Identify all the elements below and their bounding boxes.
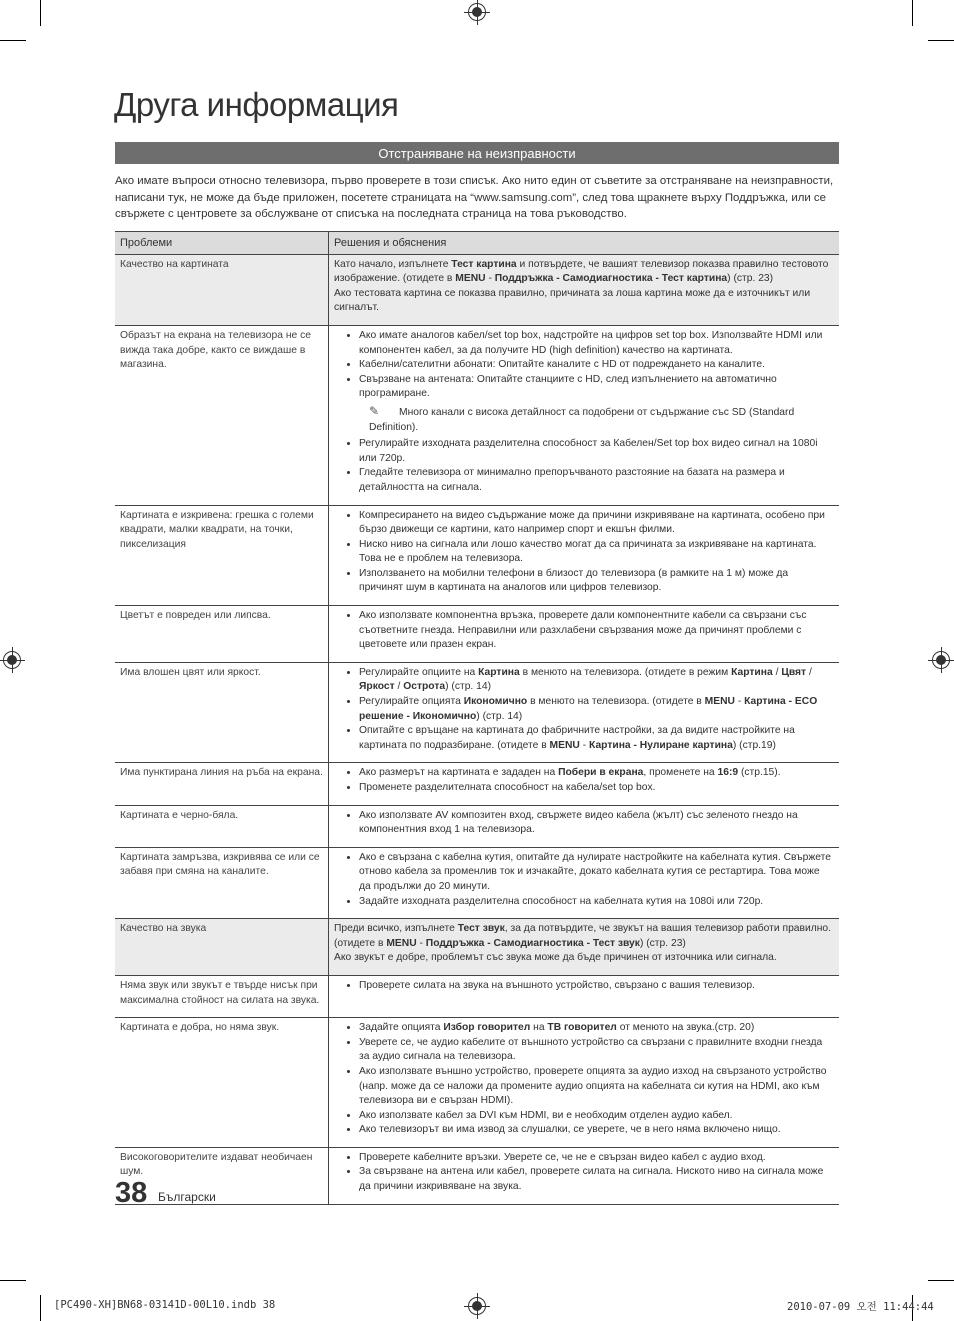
note: [359, 404, 834, 435]
table-row: [115, 847, 839, 918]
text-run: ) (стр. 14): [476, 710, 523, 722]
list-item: [359, 329, 834, 358]
text-run: Ако използвате компонентна връзка, проверете дали компонентните кабели са свързани със съответните гнезда. Неправилни или разхлабени свързвания може да причинят проблеми с цветовете или празен екран.: [359, 610, 807, 651]
page-number: 38: [115, 1177, 148, 1209]
problem-cell: Има пунктирана линия на ръба на екрана.: [115, 763, 329, 805]
text-run: ) (стр. 23): [639, 937, 686, 949]
bold-term: MENU: [549, 739, 580, 751]
solution-line: [334, 258, 834, 287]
list-item: [359, 781, 834, 796]
bold-term: Избор говорител: [443, 1022, 531, 1034]
registration-mark-icon: [468, 3, 486, 21]
solution-cell: [329, 662, 840, 763]
print-footer-date: 2010-07-09 오전 11:44:44: [787, 1301, 934, 1313]
text-run: /: [806, 666, 812, 678]
text-run: Кабелни/сателитни абонати: Опитайте каналите с HD от подреждането на каналите.: [359, 359, 765, 371]
crop-mark: [40, 0, 41, 26]
table-header-row: [115, 232, 839, 255]
text-run: Преди всичко, изпълнете: [334, 923, 458, 935]
solution-line: [334, 951, 834, 966]
list-item: [359, 509, 834, 538]
page-language: Български: [158, 1190, 216, 1204]
list-item: [359, 1123, 834, 1138]
bold-term: MENU: [386, 937, 417, 949]
table-row: [115, 606, 839, 663]
text-run: , за да потвърдите, че звукът на вашия телевизор работи правилно.: [504, 923, 832, 935]
text-run: Уверете се, че аудио кабелите от външното устройство са свързани с правилните входни гнезда за аудио сигнала на телевизора.: [359, 1036, 823, 1063]
solution-list: [334, 666, 834, 754]
page-title: Друга информация: [114, 86, 399, 123]
problem-cell: Картината е изкривена: грешка с големи квадрати, малки квадрати, на точки, пикселизация: [115, 505, 329, 606]
solution-cell: [329, 254, 840, 325]
list-item: [359, 567, 834, 596]
text-run: Проверете кабелните връзки. Уверете се, че не е свързан видео кабел с аудио вход.: [359, 1151, 766, 1163]
bold-term: Картина: [731, 666, 773, 678]
list-item: [359, 466, 834, 495]
solution-cell: [329, 919, 840, 976]
text-run: Ако имате аналогов кабел/set top box, надстройте на цифров set top box. Използвайте HDMI или компонентен кабел, за да получите HD (high definition) качество на картината.: [359, 329, 823, 356]
text-run: Гледайте телевизора от минимално препоръчваното разстояние на базата на размера и детайлността на сигнала.: [359, 467, 785, 493]
solution-cell: [329, 763, 840, 805]
table-row: [115, 975, 839, 1017]
column-header-solutions: Решения и обяснения: [329, 232, 840, 255]
table-row: [115, 1018, 839, 1148]
text-run: и потвърдете, че вашият телевизор показва правилно тестовото изображение. (отидете в: [334, 258, 829, 285]
list-item: [359, 809, 834, 838]
solution-cell: [329, 847, 840, 918]
solution-list: [334, 809, 834, 838]
solution-list: [334, 979, 834, 994]
solution-cell: [329, 1147, 840, 1204]
text-run: , променете на: [643, 767, 718, 779]
table-row: [115, 919, 839, 976]
solution-cell: [329, 606, 840, 663]
problem-cell: Високоговорителите издават необичаен шум.: [115, 1147, 329, 1204]
problem-cell: Картината е добра, но няма звук.: [115, 1018, 329, 1148]
column-header-problems: Проблеми: [115, 232, 329, 255]
list-item: [359, 895, 834, 910]
list-item: [359, 666, 834, 695]
crop-mark: [928, 1280, 954, 1281]
text-run: Компресирането на видео съдържание може да причини изкривяване на картината, особено при бързо движещи се картини, като например спорт и екшън филми.: [359, 509, 825, 536]
list-item: [359, 1021, 834, 1036]
text-run: от менюто на звука.(стр. 20): [616, 1022, 755, 1034]
text-run: Като начало, изпълнете: [334, 258, 452, 270]
bold-term: ТВ говорител: [547, 1022, 617, 1034]
bold-term: Цвят: [781, 666, 807, 678]
problem-cell: Картината замръзва, изкривява се или се забавя при смяна на каналите.: [115, 847, 329, 918]
table-row: [115, 505, 839, 606]
text-run: -: [734, 696, 745, 708]
table-row: [115, 325, 839, 505]
section-header: Отстраняване на неизправности: [115, 142, 839, 164]
solution-list: [334, 766, 834, 795]
table-row: [115, 1147, 839, 1204]
list-item: [359, 437, 834, 466]
bold-term: Яркост: [359, 681, 395, 693]
text-run: Задайте опцията: [359, 1022, 444, 1034]
crop-mark: [928, 40, 954, 41]
list-item: [359, 1036, 834, 1065]
problem-cell: Картината е черно-бяла.: [115, 805, 329, 847]
text-run: -: [416, 937, 426, 949]
list-item: [359, 851, 834, 895]
bold-term: 16:9: [717, 767, 739, 779]
solution-list: [334, 509, 834, 597]
solution-cell: [329, 325, 840, 505]
problem-cell: Няма звук или звукът е твърде нисък при максимална стойност на силата на звука.: [115, 975, 329, 1017]
note-pencil-icon: ✎: [369, 403, 380, 418]
text-run: Ако телевизорът ви има извод за слушалки, се уверете, че в него няма включено нищо.: [359, 1124, 781, 1136]
bold-term: MENU: [455, 273, 486, 285]
problem-cell: Качество на картината: [115, 254, 329, 325]
solution-list: [334, 1151, 834, 1195]
bold-term: MENU: [704, 696, 735, 708]
list-item: [359, 724, 834, 753]
text-run: Ако е свързана с кабелна кутия, опитайте да нулирате настройките на кабелната кутия. Свържете отново кабела за променлив ток и изчакайте, докато кабелната кутия се рестартира. Това може да продължи до 20 минути.: [359, 851, 831, 892]
solution-list: [334, 609, 834, 653]
list-item: [359, 695, 834, 724]
solution-cell: [329, 805, 840, 847]
crop-mark: [40, 1295, 41, 1321]
solution-list: [334, 851, 834, 909]
crop-mark: [912, 0, 913, 26]
text-run: Ако размерът на картината е зададен на: [359, 767, 559, 779]
text-run: Променете разделителната способност на кабела/set top box.: [359, 782, 656, 793]
problem-cell: Образът на екрана на телевизора не се вижда така добре, както се виждаше в магазина.: [115, 325, 329, 505]
text-run: Ако използвате кабел за DVI към HDMI, ви е необходим отделен аудио кабел.: [359, 1109, 733, 1121]
registration-mark-icon: [468, 1297, 486, 1315]
text-run: /: [394, 681, 404, 693]
bold-term: Поддръжка - Самодиагностика - Тест картина: [494, 273, 728, 285]
text-run: -: [485, 273, 495, 285]
text-run: ) (стр. 14): [445, 681, 492, 693]
bold-term: Картина - ECO решение - Икономично: [359, 696, 818, 722]
text-run: в менюто на телевизора. (отидете в режим: [519, 666, 732, 678]
text-run: (стр.15).: [738, 767, 781, 779]
solution-cell: [329, 975, 840, 1017]
list-item: [359, 358, 834, 373]
bold-term: Тест картина: [451, 258, 517, 270]
list-item: [359, 1165, 834, 1194]
bold-term: Картина - Нулиране картина: [589, 739, 733, 751]
list-item: [359, 1151, 834, 1166]
list-item: [359, 766, 834, 781]
text-run: Ако използвате външно устройство, проверете опцията за аудио изход на свързаното устройство (напр. може да се наложи да промените аудио опцията на кабелната си кутия на HDMI, ако към телевизора ви е свързан HDMI).: [359, 1065, 827, 1107]
solution-list: [334, 1021, 834, 1138]
bold-term: Тест звук: [457, 923, 505, 935]
problem-cell: Цветът е повреден или липсва.: [115, 606, 329, 663]
print-footer-file: [PC490-XH]BN68-03141D-00L10.indb 38: [54, 1299, 276, 1311]
bold-term: Побери в екрана: [558, 767, 644, 779]
crop-mark: [0, 40, 26, 41]
table-row: [115, 662, 839, 763]
list-item: [359, 609, 834, 653]
bold-term: Икономично: [463, 696, 528, 708]
text-run: Използването на мобилни телефони в близост до телевизора (в рамките на 1 м) може да причинят шум в картината на аналогов или цифров телевизор.: [359, 567, 789, 594]
registration-mark-icon: [3, 651, 21, 669]
text-run: ) (стр.19): [732, 739, 776, 751]
solution-cell: [329, 505, 840, 606]
text-run: Проверете силата на звука на външното устройство, свързано с вашия телевизор.: [359, 979, 755, 991]
text-run: на: [530, 1022, 548, 1034]
text-run: /: [772, 666, 782, 678]
text-run: За свързване на антена или кабел, проверете силата на сигнала. Ниското ниво на сигнала може да причини изкривяване на звука.: [359, 1166, 824, 1193]
table-row: [115, 763, 839, 805]
bold-term: Картина: [478, 666, 520, 678]
list-item: [359, 538, 834, 567]
solution-line: [334, 922, 834, 937]
solution-line: [334, 937, 834, 952]
troubleshooting-table: [115, 231, 839, 1205]
table-row: [115, 254, 839, 325]
text-run: (отидете в: [334, 937, 387, 949]
text-run: в менюто на телевизора. (отидете в: [527, 696, 705, 708]
list-item: [359, 373, 834, 435]
list-item: [359, 1065, 834, 1109]
registration-mark-icon: [932, 651, 950, 669]
text-run: Задайте изходната разделителна способност на кабелната кутия на 1080i или 720p.: [359, 895, 764, 907]
text-run: ) (стр. 23): [727, 273, 774, 285]
text-run: Регулирайте опцията: [359, 696, 464, 708]
text-run: Ниско ниво на сигнала или лошо качество могат да са причината за изкривяване на картината. Това не е проблем на телевизора.: [359, 538, 817, 565]
text-run: Свързване на антената: Опитайте станциите с HD, след изпълнението на автоматично програмиране.: [359, 373, 777, 400]
text-run: Опитайте с връщане на картината до фабричните настройки, за да видите настройките на картината по подразбиране. (отидете в: [359, 725, 795, 751]
text-run: Ако използвате AV композитен вход, свържете видео кабела (жълт) със зеленото гнездо на компонентния вход 1 на телевизора.: [359, 809, 798, 836]
crop-mark: [0, 1280, 26, 1281]
intro-paragraph: Ако имате въпроси относно телевизора, първо проверете в този списък. Ако нито един от съветите за отстраняване на неизправности, написани тук, не може да бъде приложен, посетете страницата на “www.samsung.com”, след това щракнете върху Поддръжка, или се свържете с центровете за обслужване от списъка на последната страница на това ръководство.: [115, 175, 834, 220]
bold-term: Острота: [403, 681, 446, 693]
text-run: Регулирайте изходната разделителна способност за Кабелен/Set top box видео сигнал на 1080i или 720p.: [359, 438, 818, 464]
bold-term: Поддръжка - Самодиагностика - Тест звук: [425, 937, 640, 949]
solution-list: [334, 329, 834, 496]
text-run: Ако звукът е добре, проблемът със звука може да бъде причинен от източника или сигнала.: [334, 952, 777, 964]
note-text: Много канали с висока детайлност са подобрени от съдържание със SD (Standard Definition).: [369, 406, 795, 433]
text-run: -: [579, 739, 590, 751]
solution-line: [334, 287, 834, 316]
solution-cell: [329, 1018, 840, 1148]
text-run: Ако тестовата картина се показва правилно, причината за лоша картина може да е източникът или сигналът.: [334, 287, 811, 314]
table-row: [115, 805, 839, 847]
list-item: [359, 1109, 834, 1124]
problem-cell: Качество на звука: [115, 919, 329, 976]
list-item: [359, 979, 834, 994]
text-run: Регулирайте опциите на: [359, 666, 479, 678]
problem-cell: Има влошен цвят или яркост.: [115, 662, 329, 763]
